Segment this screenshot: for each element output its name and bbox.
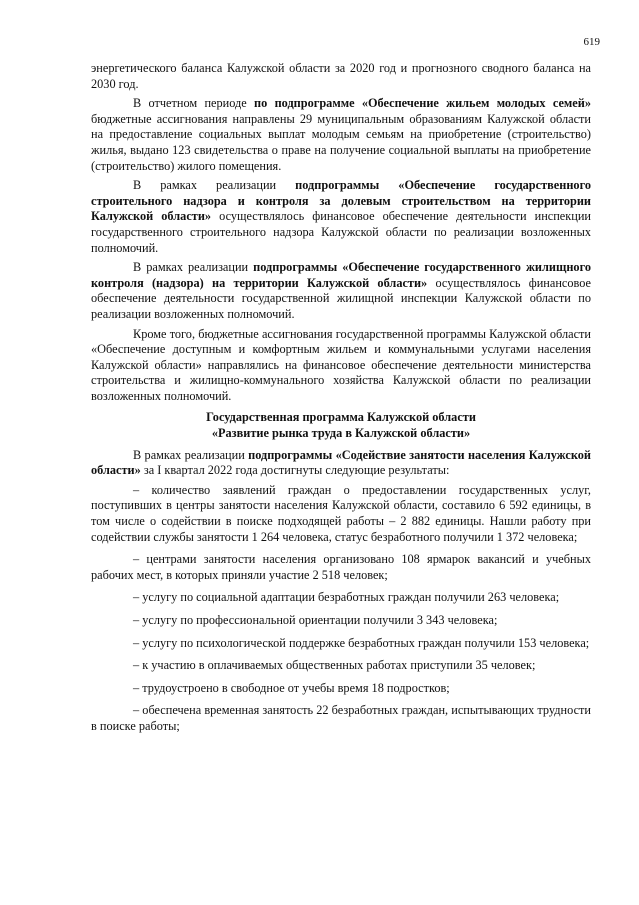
paragraph-young-families (91, 96, 591, 174)
list-item: – центрами занятости населения организовано 108 ярмарок вакансий и учебных рабочих мест, в которых приняли участие 2 518 человек; (91, 552, 591, 582)
section-heading (91, 410, 591, 441)
paragraph-budget-allocations: Кроме того, бюджетные ассигнования государственной программы Калужской области «Обеспечение доступным и комфортным жильем и коммунальными услугами населения Калужской области» направлялись на финансовое обеспечение деятельности министерства строительства и жилищно-коммунального хозяйства Калужской области по реализации возложенных полномочий. (91, 326, 591, 403)
list-item: – услугу по социальной адаптации безработных граждан получили 263 человека; (133, 590, 560, 605)
list-item: – к участию в оплачиваемых общественных работах приступили 35 человек; (133, 658, 536, 673)
paragraph-text-post: бюджетные ассигнования направлены 29 муниципальным образованиям Калужской области на предоставление социальных выплат молодым семьям на приобретение (строительство) жилья, выдано 123 свидетельства о праве на получение социальной выплаты на приобретение (строительство) жилого помещения. (91, 111, 591, 173)
list-item: – количество заявлений граждан о предоставлении государственных услуг, поступивших в центры занятости населения Калужской области, составило 6 592 единицы, в том числе о содействии в поиске подходящей работы – 2 882 единицы. Нашли работу при содействии службы занятости 1 264 человека, статус безработного получили 1 372 человека; (91, 482, 591, 544)
page-number: 619 (583, 36, 600, 48)
subprogram-title: подпрограммы «Обеспечение государственного жилищного контроля (надзора) на территории Калужской области» (91, 260, 591, 290)
paragraph-text-pre: В отчетном периоде (133, 96, 255, 111)
section-heading-line-2: «Развитие рынка труда в Калужской области» (211, 426, 471, 441)
paragraph-text-post: осуществлялось финансовое обеспечение деятельности государственной жилищной инспекции Калужской области по реализации возложенных полномочий. (91, 275, 591, 321)
paragraph-energy-balance: энергетического баланса Калужской области за 2020 год и прогнозного сводного баланса на 2030 год. (91, 61, 591, 91)
list-item: – услугу по профессиональной ориентации получили 3 343 человека; (133, 613, 498, 627)
subprogram-title: по подпрограмме «Обеспечение жильем молодых семей» (254, 96, 591, 111)
paragraph-text-pre: В рамках реализации (133, 178, 296, 193)
paragraph-housing-control (91, 260, 591, 322)
subprogram-title: подпрограммы «Содействие занятости населения Калужской области» (91, 447, 591, 478)
section-heading-line-1: Государственная программа Калужской области (206, 410, 476, 425)
subprogram-title: подпрограммы «Обеспечение государственного строительного надзора и контроля за долевым строительством на территории Калужской области» (91, 178, 591, 224)
list-item: – услугу по психологической поддержке безработных граждан получили 153 человека; (133, 635, 590, 650)
paragraph-construction-supervision (91, 178, 591, 256)
document-body (91, 61, 591, 742)
paragraph-text-pre: В рамках реализации (133, 447, 249, 462)
paragraph-text-pre: В рамках реализации (133, 260, 254, 275)
list-item: – трудоустроено в свободное от учебы время 18 подростков; (133, 680, 450, 695)
paragraph-text-post: за I квартал 2022 года достигнуты следующие результаты: (140, 463, 450, 478)
paragraph-employment-intro (91, 448, 591, 479)
list-item: – обеспечена временная занятость 22 безработных граждан, испытывающих трудности в поиске работы; (91, 703, 591, 733)
paragraph-text-post: осуществлялось финансовое обеспечение деятельности инспекции государственного строительного надзора Калужской области по реализации возложенных полномочий. (91, 209, 591, 255)
